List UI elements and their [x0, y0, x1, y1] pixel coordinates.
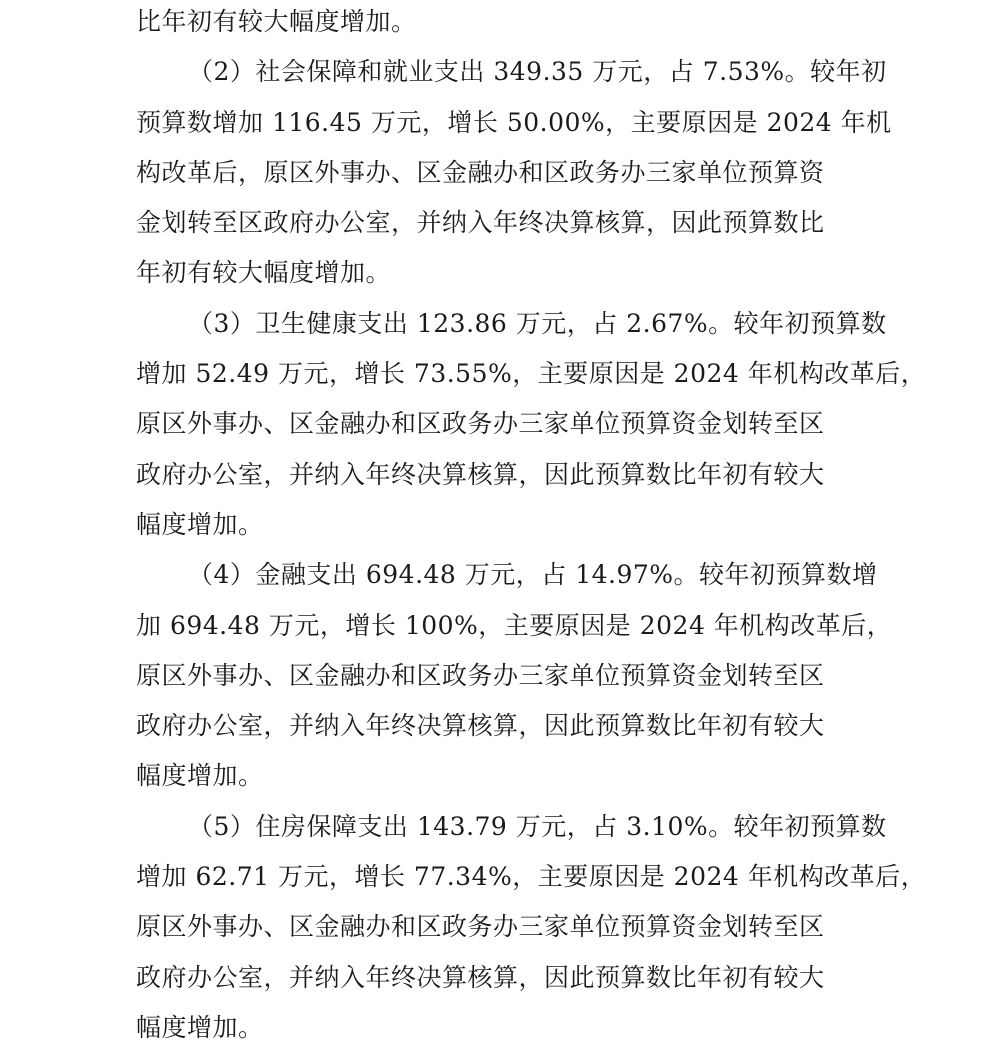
- paragraph-start-line: （2）社会保障和就业支出 349.35 万元，占 7.53%。较年初: [188, 57, 887, 87]
- text-line: 加 694.48 万元，增长 100%，主要原因是 2024 年机构改革后，: [136, 610, 893, 640]
- paragraph-start-line: （5）住房保障支出 143.79 万元，占 3.10%。较年初预算数: [188, 811, 887, 841]
- text-line: 幅度增加。: [136, 1012, 264, 1042]
- text-line: 比年初有较大幅度增加。: [136, 7, 417, 36]
- text-line: 金划转至区政府办公室，并纳入年终决算核算，因此预算数比: [136, 208, 825, 238]
- body-text: [136, 0, 927, 1053]
- text-line: 预算数增加 116.45 万元，增长 50.00%，主要原因是 2024 年机: [136, 107, 892, 137]
- text-line: 增加 62.71 万元，增长 77.34%，主要原因是 2024 年机构改革后，: [136, 862, 927, 892]
- text-line: 原区外事办、区金融办和区政务办三家单位预算资金划转至区: [136, 409, 825, 439]
- paragraph-start-line: （4）金融支出 694.48 万元，占 14.97%。较年初预算数增: [188, 560, 878, 590]
- text-line: 增加 52.49 万元，增长 73.55%，主要原因是 2024 年机构改革后，: [136, 359, 927, 389]
- text-line: 幅度增加。: [136, 761, 264, 791]
- text-line: 政府办公室，并纳入年终决算核算，因此预算数比年初有较大: [136, 459, 825, 489]
- text-line: 年初有较大幅度增加。: [136, 258, 392, 288]
- paragraph-start-line: （3）卫生健康支出 123.86 万元，占 2.67%。较年初预算数: [188, 308, 887, 338]
- text-line: 构改革后，原区外事办、区金融办和区政务办三家单位预算资: [136, 157, 825, 187]
- text-line: 原区外事办、区金融办和区政务办三家单位预算资金划转至区: [136, 660, 825, 690]
- text-line: 政府办公室，并纳入年终决算核算，因此预算数比年初有较大: [136, 711, 825, 741]
- text-line: 幅度增加。: [136, 509, 264, 539]
- text-line: 政府办公室，并纳入年终决算核算，因此预算数比年初有较大: [136, 962, 825, 992]
- text-line: 原区外事办、区金融办和区政务办三家单位预算资金划转至区: [136, 912, 825, 942]
